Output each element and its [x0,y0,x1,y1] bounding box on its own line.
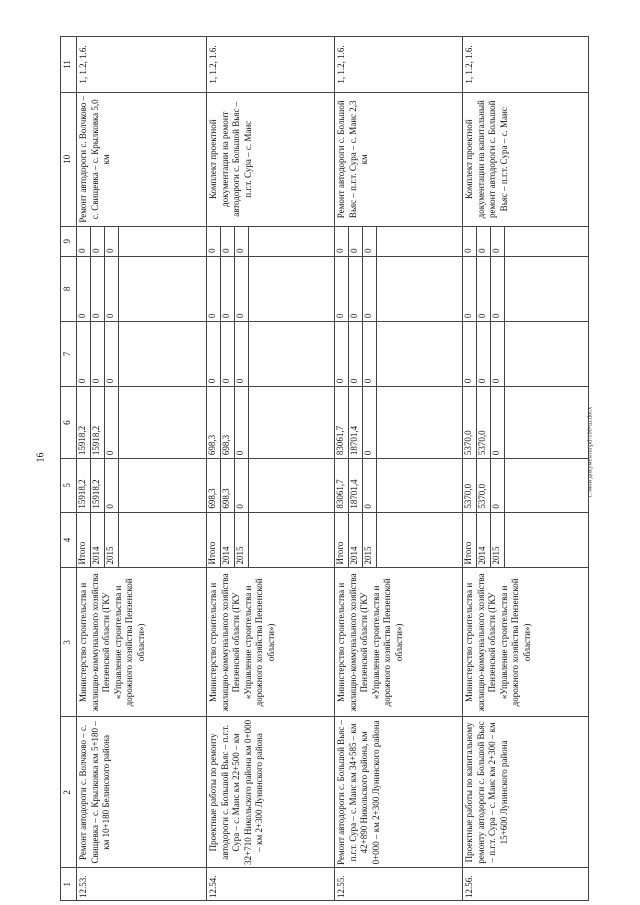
empty-cell [119,387,207,459]
target-indicators: 1, 1.2, 1.6. [463,37,589,93]
column-number-row [61,37,77,901]
year-label: Итого [463,512,477,568]
year-label: 2014 [477,512,491,568]
activity-executor: Министерство строительства и жилищно-коммунального хозяйства Пензенской области (ГКУ «Управление строительства и дорожного хозяйства Пензенской области») [335,568,463,717]
empty-cell [377,226,463,256]
federal-budget-value: 0 [77,321,91,386]
col-header-5: 5 [61,459,77,512]
table-body [77,37,589,901]
other-sources-value: 0 [105,226,119,256]
col-header-1: 1 [61,868,77,901]
other-sources-value: 0 [221,226,235,256]
activity-number: 12.55. [335,868,463,901]
empty-cell [249,256,335,321]
local-budget-value: 0 [105,256,119,321]
regional-budget-value: 15918,2 [77,387,91,459]
empty-cell [249,459,335,512]
other-sources-value: 0 [463,226,477,256]
federal-budget-value: 0 [349,321,363,386]
other-sources-value: 0 [235,226,249,256]
total-value: 0 [491,459,505,512]
total-value: 18701,4 [349,459,363,512]
total-value: 5370,0 [477,459,491,512]
program-activities-table [60,36,589,901]
regional-budget-value: 5370,0 [477,387,491,459]
col-header-6: 6 [61,387,77,459]
total-value: 698,3 [207,459,221,512]
regional-budget-value: 698,3 [221,387,235,459]
empty-cell [377,321,463,386]
empty-cell [249,226,335,256]
empty-cell [505,459,589,512]
empty-cell [249,387,335,459]
activity-row [463,37,477,901]
year-label: Итого [207,512,221,568]
rotated-table-area [60,36,585,901]
local-budget-value: 0 [77,256,91,321]
col-header-4: 4 [61,512,77,568]
empty-cell [249,321,335,386]
page-number: 16 [35,452,47,463]
empty-cell [505,321,589,386]
year-label: 2014 [221,512,235,568]
activity-executor: Министерство строительства и жилищно-коммунального хозяйства Пензенской области (ГКУ «Управление строительства и дорожного хозяйства Пензенской области») [463,568,589,717]
regional-budget-value: 0 [363,387,377,459]
activity-row [207,37,221,901]
empty-cell [377,512,463,568]
col-header-10: 10 [61,92,77,226]
local-budget-value: 0 [463,256,477,321]
other-sources-value: 0 [335,226,349,256]
empty-cell [377,459,463,512]
year-label: Итого [335,512,349,568]
federal-budget-value: 0 [221,321,235,386]
local-budget-value: 0 [235,256,249,321]
regional-budget-value: 5370,0 [463,387,477,459]
federal-budget-value: 0 [235,321,249,386]
total-value: 15918,2 [91,459,105,512]
local-budget-value: 0 [91,256,105,321]
activity-row [77,37,91,901]
empty-cell [119,459,207,512]
col-header-9: 9 [61,226,77,256]
activity-name: Ремонт автодороги с. Волчково – с. Свищевка – с. Крылковка км 5+180 – км 10+180 Белинского района [77,717,207,868]
col-header-11: 11 [61,37,77,93]
federal-budget-value: 0 [477,321,491,386]
total-value: 0 [363,459,377,512]
total-value: 5370,0 [463,459,477,512]
local-budget-value: 0 [335,256,349,321]
activity-executor: Министерство строительства и жилищно-коммунального хозяйства Пензенской области (ГКУ «Управление строительства и дорожного хозяйства Пензенской области») [77,568,207,717]
regional-budget-value: 15918,2 [91,387,105,459]
total-value: 0 [105,459,119,512]
col-header-2: 2 [61,717,77,868]
year-label: 2014 [349,512,363,568]
year-label: 2015 [105,512,119,568]
activity-executor: Министерство строительства и жилищно-коммунального хозяйства Пензенской области (ГКУ «Управление строительства и дорожного хозяйства Пензенской области») [207,568,335,717]
local-budget-value: 0 [207,256,221,321]
empty-cell [119,226,207,256]
local-budget-value: 0 [349,256,363,321]
total-value: 15918,2 [77,459,91,512]
year-label: Итого [77,512,91,568]
other-sources-value: 0 [363,226,377,256]
regional-budget-value: 698,3 [207,387,221,459]
year-label: 2015 [235,512,249,568]
activity-number: 12.54. [207,868,335,901]
other-sources-value: 0 [91,226,105,256]
footer-path-text: c:\мои документы\pd\100-ш.docx [586,406,594,498]
activity-name: Ремонт автодороги с. Большой Вьяс – п.г.т. Сура – с. Маис км 34+585 – км 42+890 Никольского района, км 0+000 – км 2+300 Лунинского района [335,717,463,868]
total-value: 0 [235,459,249,512]
other-sources-value: 0 [477,226,491,256]
local-budget-value: 0 [363,256,377,321]
empty-cell [377,387,463,459]
regional-budget-value: 0 [235,387,249,459]
empty-cell [505,512,589,568]
col-header-3: 3 [61,568,77,717]
federal-budget-value: 0 [491,321,505,386]
empty-cell [505,226,589,256]
activity-name: Проектные работы по капитальному ремонту автодороги с. Большой Вьяс – п.г.т. Сура – с. Маис км 2+300 – км 15+600 Лунинского района [463,717,589,868]
other-sources-value: 0 [207,226,221,256]
expected-result: Ремонт автодороги с. Волчково – с. Свищевка – с. Крылковка 5,0 км [77,92,207,226]
empty-cell [119,256,207,321]
empty-cell [249,512,335,568]
federal-budget-value: 0 [463,321,477,386]
empty-cell [505,256,589,321]
table-sheet [60,36,585,901]
empty-cell [505,387,589,459]
activity-number: 12.56. [463,868,589,901]
federal-budget-value: 0 [91,321,105,386]
expected-result: Комплект проектной документации на капитальный ремонт автодороги с. Большой Вьяс – п.г.т. Сура – с. Маис [463,92,589,226]
federal-budget-value: 0 [105,321,119,386]
local-budget-value: 0 [221,256,235,321]
federal-budget-value: 0 [335,321,349,386]
expected-result: Комплект проектной документации на ремонт автодороги с. Большой Вьяс – п.г.т. Сура – с. Маис [207,92,335,226]
local-budget-value: 0 [491,256,505,321]
regional-budget-value: 0 [105,387,119,459]
regional-budget-value: 18701,4 [349,387,363,459]
col-header-8: 8 [61,256,77,321]
empty-cell [377,256,463,321]
col-header-7: 7 [61,321,77,386]
activity-name: Проектные работы по ремонту автодороги с. Большой Вьяс – п.г.т. Сура – с. Маис км 22+500 – км 32+710 Никольского района км 0+000 – км 2+300 Лунинского района [207,717,335,868]
other-sources-value: 0 [77,226,91,256]
regional-budget-value: 0 [491,387,505,459]
target-indicators: 1, 1.2, 1.6. [207,37,335,93]
activity-number: 12.53. [77,868,207,901]
total-value: 83061,7 [335,459,349,512]
other-sources-value: 0 [491,226,505,256]
empty-cell [119,512,207,568]
year-label: 2014 [91,512,105,568]
target-indicators: 1, 1.2, 1.6. [77,37,207,93]
federal-budget-value: 0 [363,321,377,386]
year-label: 2015 [363,512,377,568]
target-indicators: 1, 1.2, 1.6. [335,37,463,93]
empty-cell [119,321,207,386]
activity-row [335,37,349,901]
total-value: 698,3 [221,459,235,512]
federal-budget-value: 0 [207,321,221,386]
year-label: 2015 [491,512,505,568]
regional-budget-value: 83061,7 [335,387,349,459]
other-sources-value: 0 [349,226,363,256]
expected-result: Ремонт автодороги с. Большой Вьяс – п.г.т. Сура – с. Маис 2,3 км [335,92,463,226]
local-budget-value: 0 [477,256,491,321]
